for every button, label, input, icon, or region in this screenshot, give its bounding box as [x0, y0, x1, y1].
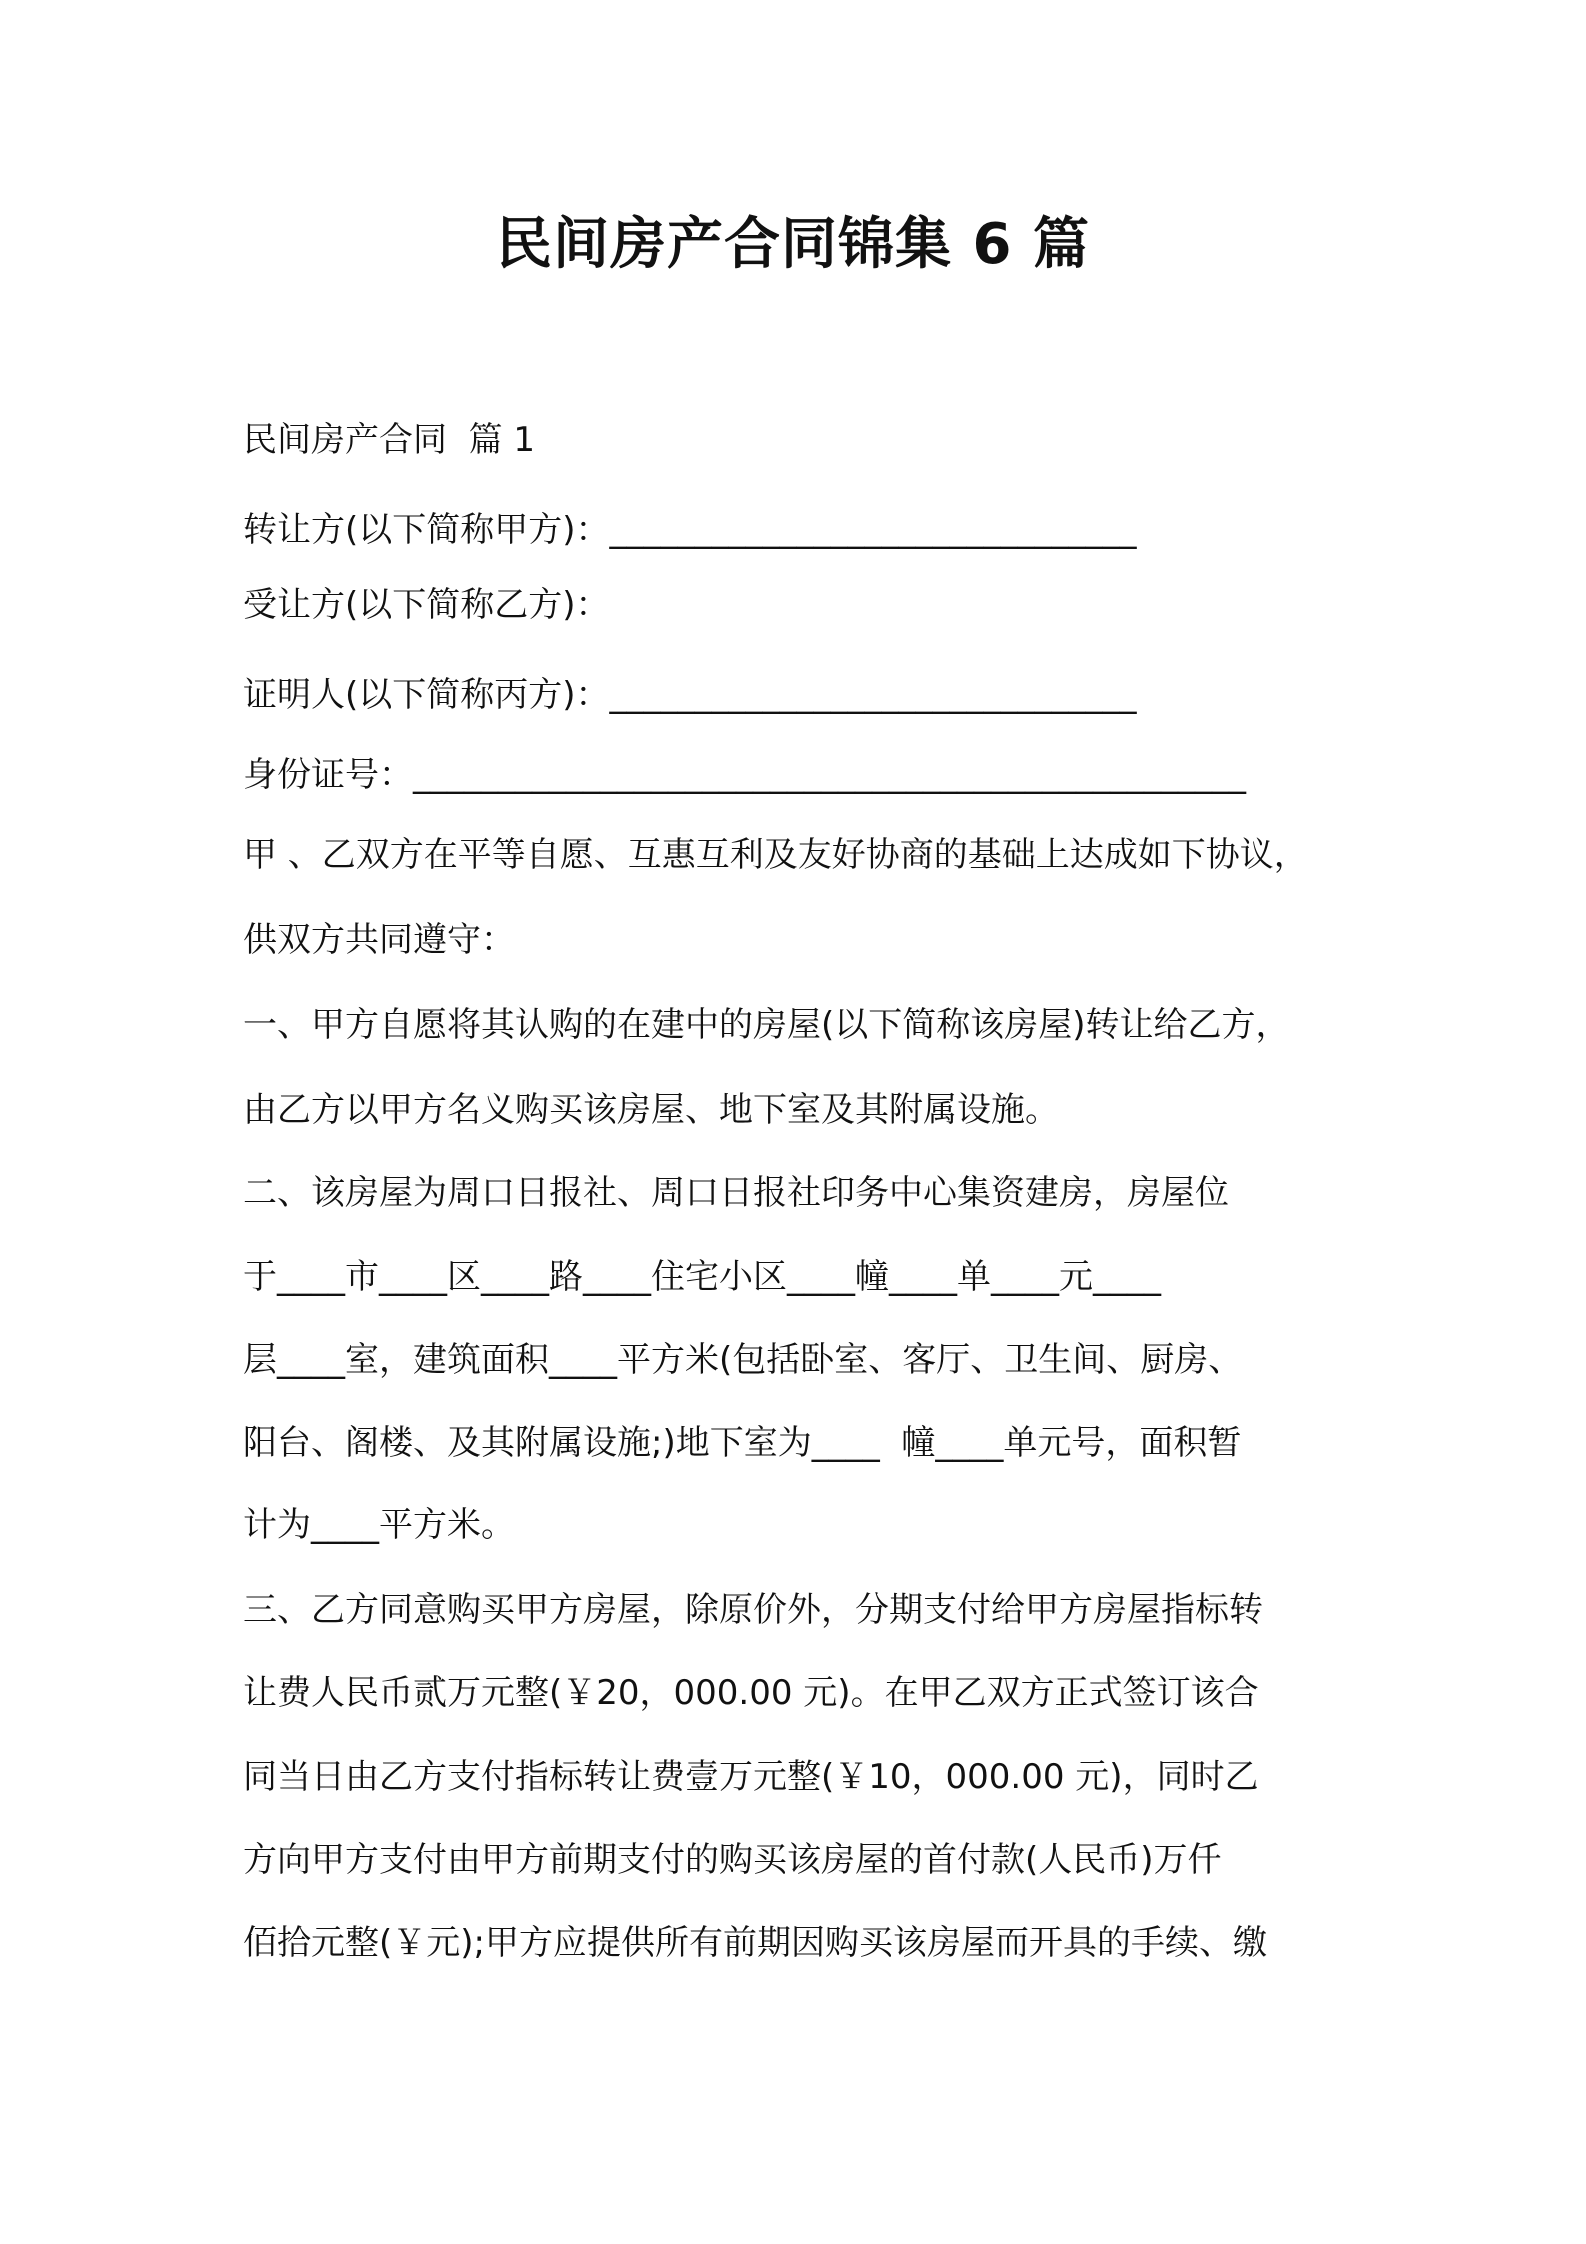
paragraph-line: 让费人民币贰万元整(￥20，000.00 元)。在甲乙双方正式签订该合: [243, 1673, 1259, 1713]
paragraph-line: 三、乙方同意购买甲方房屋，除原价外，分期支付给甲方房屋指标转: [243, 1590, 1263, 1630]
paragraph-line: 计为____平方米。: [243, 1505, 515, 1545]
paragraph-line: 于____市____区____路____住宅小区____幢____单____元____: [243, 1257, 1161, 1297]
paragraph-line: 甲 、乙双方在平等自愿、互惠互利及友好协商的基础上达成如下协议，: [243, 835, 1308, 875]
paragraph-line: 层____室，建筑面积____平方米(包括卧室、客厅、卫生间、厨房、: [243, 1340, 1243, 1380]
paragraph-line: 方向甲方支付由甲方前期支付的购买该房屋的首付款(人民币)万仟: [243, 1840, 1222, 1880]
paragraph-line: 阳台、阁楼、及其附属设施;)地下室为____ 幢____单元号，面积暂: [243, 1423, 1242, 1463]
section-heading: 民间房产合同 篇 1: [243, 420, 536, 460]
witness-line: 证明人(以下简称丙方)：_______________________________: [243, 675, 1137, 715]
transferee-line: 受让方(以下简称乙方)：: [243, 585, 610, 625]
paragraph-line: 二、该房屋为周口日报社、周口日报社印务中心集资建房，房屋位: [243, 1173, 1229, 1213]
paragraph-line: 佰拾元整(￥元);甲方应提供所有前期因购买该房屋而开具的手续、缴: [243, 1923, 1267, 1963]
paragraph-line: 供双方共同遵守：: [243, 920, 515, 960]
paragraph-line: 一、甲方自愿将其认购的在建中的房屋(以下简称该房屋)转让给乙方，: [243, 1005, 1290, 1045]
document-title: 民间房产合同锦集 6 篇: [496, 212, 1090, 277]
paragraph-line: 同当日由乙方支付指标转让费壹万元整(￥10，000.00 元)，同时乙: [243, 1757, 1259, 1797]
transferor-line: 转让方(以下简称甲方)：_______________________________: [243, 510, 1137, 550]
paragraph-line: 由乙方以甲方名义购买该房屋、地下室及其附属设施。: [243, 1090, 1059, 1130]
id-number-line: 身份证号：_________________________________________________: [243, 755, 1246, 795]
